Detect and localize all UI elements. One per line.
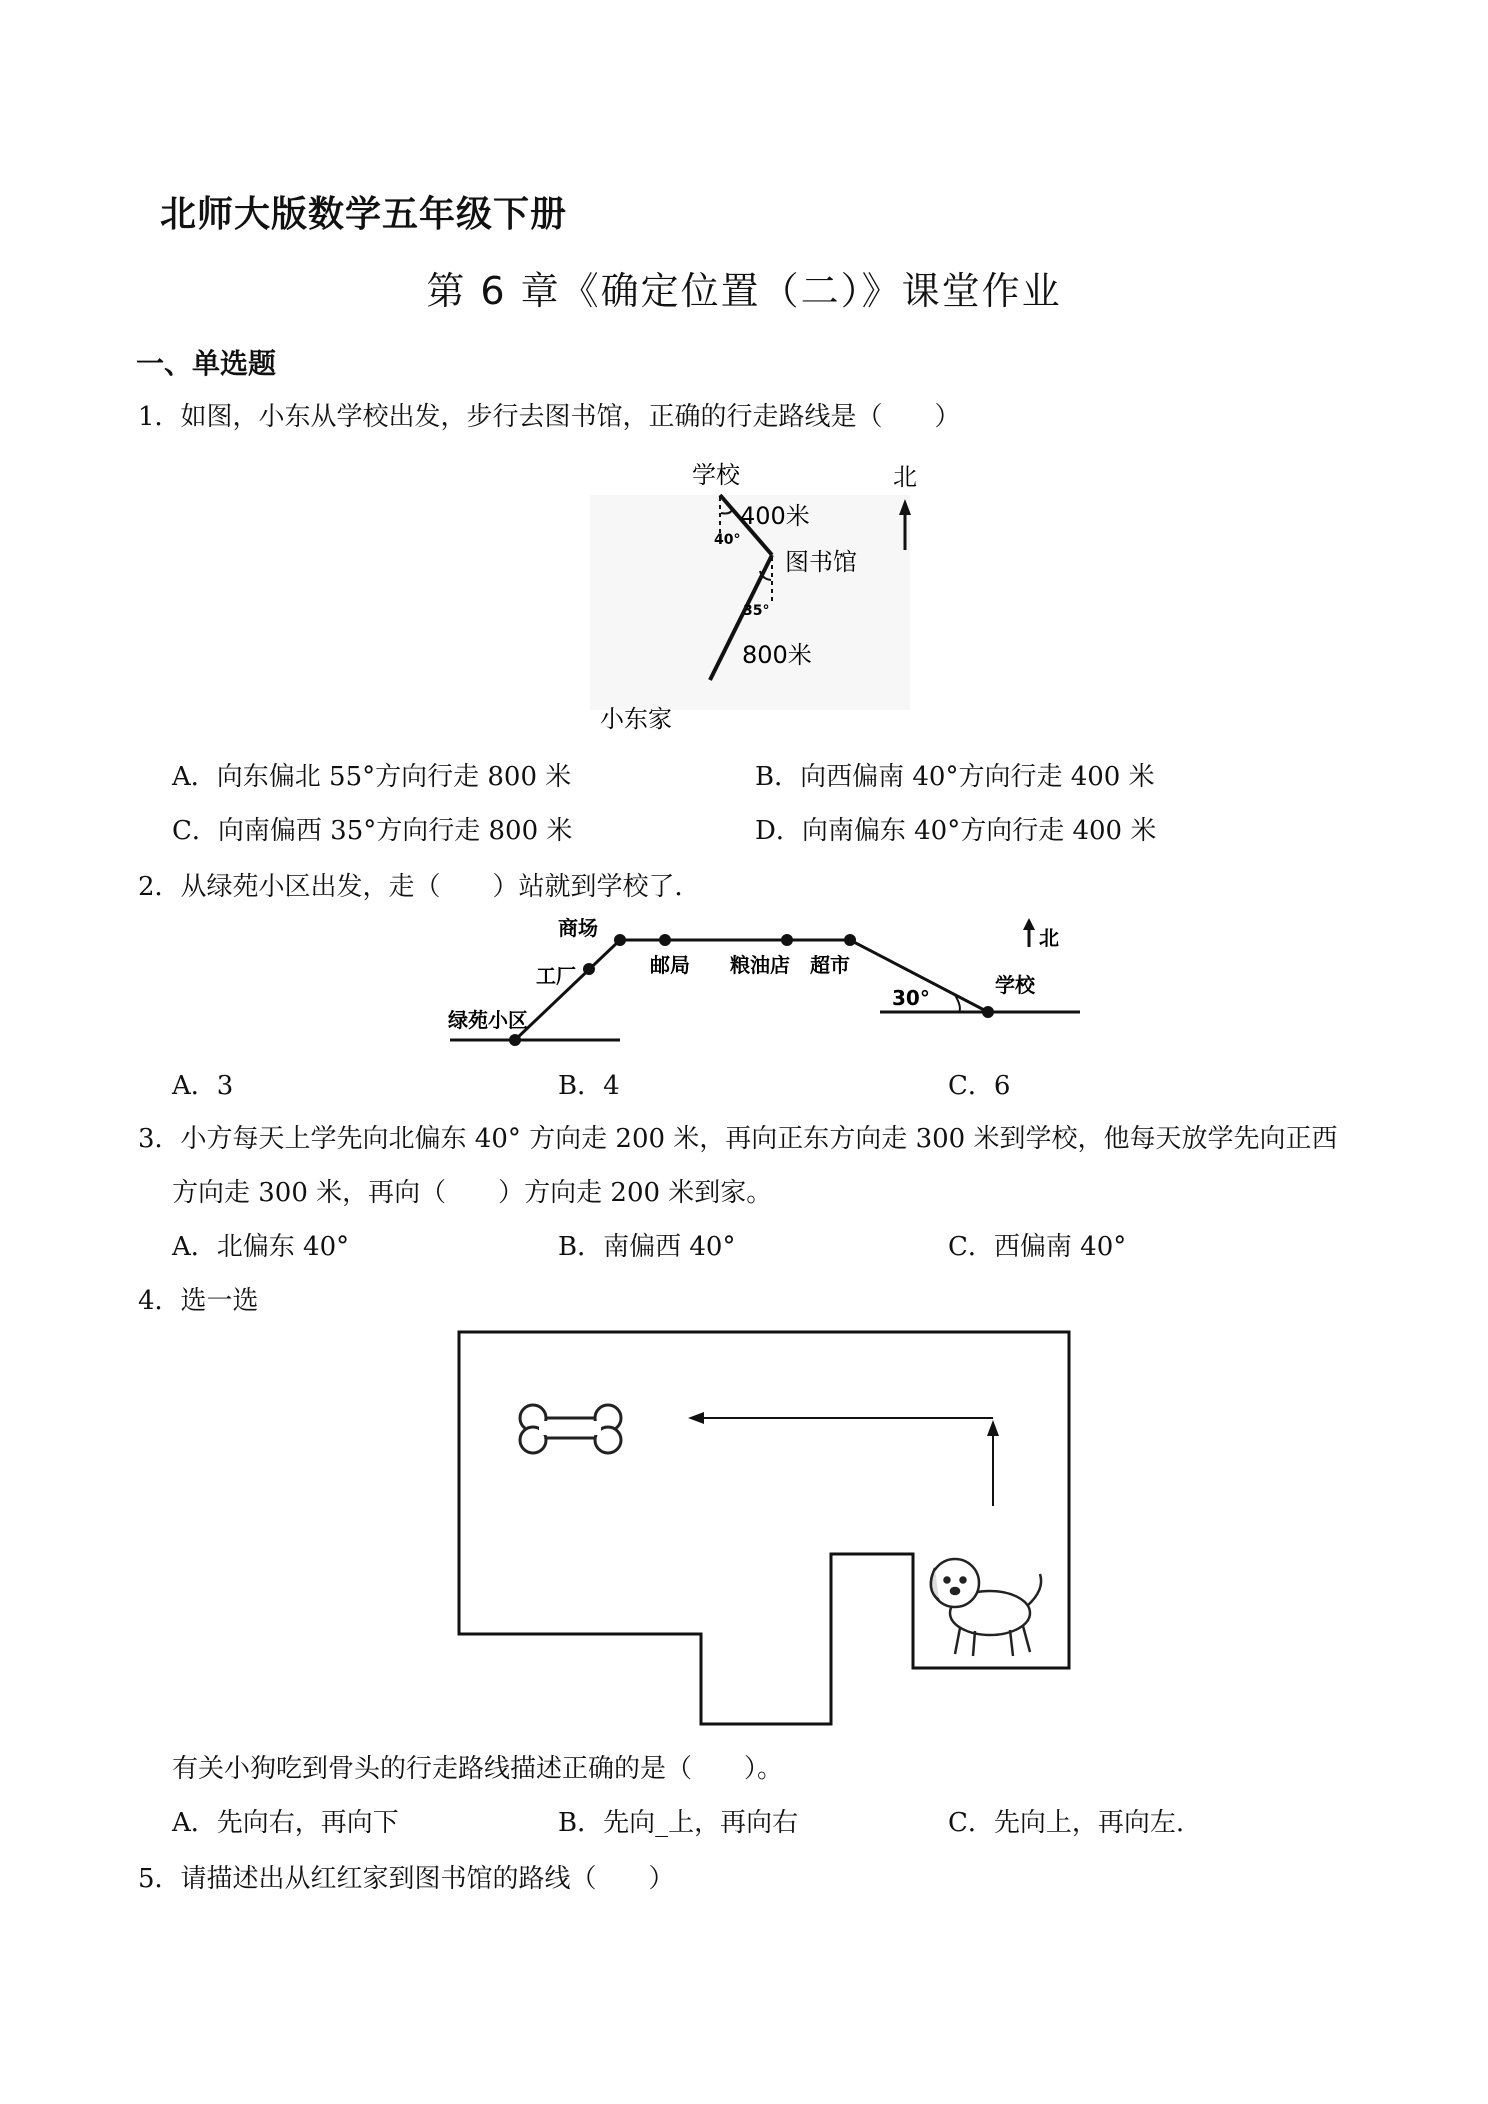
q4-option-c[interactable]: C．先向上，再向左. <box>948 1808 1185 1838</box>
label-angle: 30° <box>892 986 930 1010</box>
label-start: 绿苑小区 <box>448 1008 528 1032</box>
q4-option-a[interactable]: A．先向右，再向下 <box>172 1808 399 1838</box>
stop-start <box>509 1034 521 1046</box>
q1-option-b[interactable]: B．向西偏南 40°方向行走 400 米 <box>755 762 1155 792</box>
bone-icon <box>520 1405 621 1453</box>
label-school: 学校 <box>995 973 1035 997</box>
maze-outline <box>459 1332 1069 1724</box>
label-post: 邮局 <box>650 953 690 977</box>
q3-option-c[interactable]: C．西偏南 40° <box>948 1232 1127 1262</box>
label-angle-40: 40° <box>714 532 741 548</box>
q4-option-b[interactable]: B．先向_上，再向右 <box>558 1808 799 1838</box>
question-1-stem: 1．如图，小东从学校出发，步行去图书馆，正确的行走路线是（ ） <box>138 402 961 432</box>
page-title: 第 6 章《确定位置（二）》课堂作业 <box>426 269 1062 313</box>
question-4-stem: 4．选一选 <box>138 1286 259 1316</box>
label-north: 北 <box>1039 926 1059 950</box>
q2-option-a[interactable]: A．3 <box>172 1071 234 1101</box>
label-angle-35: 35° <box>743 603 770 619</box>
label-dist-800: 800米 <box>742 641 812 669</box>
section-heading: 一、单选题 <box>136 347 277 380</box>
label-library: 图书馆 <box>785 548 857 576</box>
q2-option-b[interactable]: B．4 <box>558 1071 620 1101</box>
question-3-stem-line1: 3．小方每天上学先向北偏东 40° 方向走 200 米，再向正东方向走 300 米到学校，他每天放学先向正西 <box>138 1124 1338 1154</box>
q1-option-a[interactable]: A．向东偏北 55°方向行走 800 米 <box>172 762 572 792</box>
stop-factory <box>583 963 595 975</box>
question-5-stem: 5．请描述出从红红家到图书馆的路线（ ） <box>138 1864 675 1894</box>
q1-option-d[interactable]: D．向南偏东 40°方向行走 400 米 <box>755 816 1157 846</box>
q2-route-figure <box>440 915 1090 1050</box>
question-4-text: 有关小狗吃到骨头的行走路线描述正确的是（ ）。 <box>172 1754 784 1784</box>
q1-direction-figure <box>580 455 940 740</box>
arrow-left-icon <box>688 1412 704 1424</box>
label-factory: 工厂 <box>536 964 576 988</box>
q2-option-c[interactable]: C．6 <box>948 1071 1011 1101</box>
stop-grain <box>781 934 793 946</box>
stop-market <box>844 934 856 946</box>
arrow-up-icon <box>987 1420 999 1436</box>
q1-option-c[interactable]: C．向南偏西 35°方向行走 800 米 <box>172 816 573 846</box>
q3-option-a[interactable]: A．北偏东 40° <box>172 1232 350 1262</box>
label-mall: 商场 <box>558 916 598 940</box>
label-grain: 粮油店 <box>730 953 790 977</box>
stop-mall <box>614 934 626 946</box>
label-north: 北 <box>893 463 917 491</box>
q4-maze-figure <box>455 1328 1075 1733</box>
north-arrow-icon <box>1023 918 1035 930</box>
label-dist-400: 400米 <box>740 502 810 530</box>
label-market: 超市 <box>810 953 850 977</box>
subject-heading: 北师大版数学五年级下册 <box>160 194 568 235</box>
label-home: 小东家 <box>600 705 672 733</box>
stop-post <box>659 934 671 946</box>
question-3-stem-line2: 方向走 300 米，再向（ ）方向走 200 米到家。 <box>172 1178 773 1208</box>
puppy-icon <box>931 1559 1041 1656</box>
question-2-stem: 2．从绿苑小区出发，走（ ）站就到学校了． <box>138 872 701 902</box>
label-school: 学校 <box>692 461 740 489</box>
stop-school <box>982 1006 994 1018</box>
q3-option-b[interactable]: B．南偏西 40° <box>558 1232 736 1262</box>
